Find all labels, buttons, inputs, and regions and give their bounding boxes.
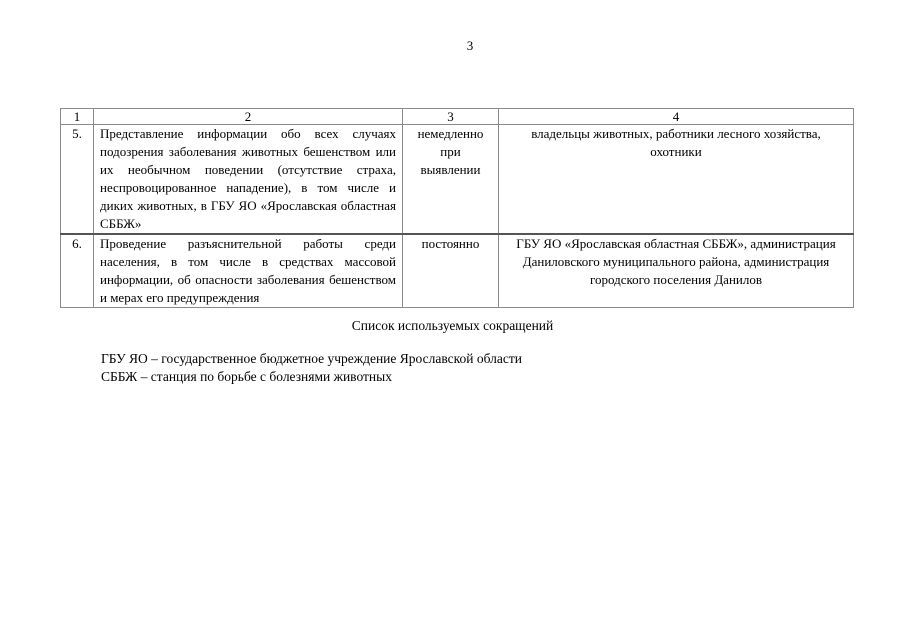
abbreviation-item: СББЖ – станция по борьбе с болезнями животных	[101, 369, 392, 384]
table-row	[61, 125, 854, 235]
abbreviations-list	[101, 350, 522, 386]
row-description: Проведение разъяснительной работы среди населения, в том числе в средствах массовой информации, об опасности заболевания бешенством и мерах его предупреждения	[94, 234, 403, 308]
table-row	[61, 234, 854, 308]
header-col-3: 3	[403, 109, 499, 125]
header-col-4: 4	[499, 109, 854, 125]
row-number: 5.	[61, 125, 94, 235]
row-description: Представление информации обо всех случаях подозрения заболевания животных бешенством или их необычном поведении (отсутствие страха, неспровоцированное нападение), в том числе и диких животных, в ГБУ ЯО «Ярославская областная СББЖ»	[94, 125, 403, 235]
row-number: 6.	[61, 234, 94, 308]
row-responsible: владельцы животных, работники лесного хозяйства, охотники	[499, 125, 854, 235]
table-header-row	[61, 109, 854, 125]
abbreviation-item: ГБУ ЯО – государственное бюджетное учреждение Ярославской области	[101, 351, 522, 366]
header-col-2: 2	[94, 109, 403, 125]
row-term: немедленно при выявлении	[403, 125, 499, 235]
page-number: 3	[466, 38, 474, 53]
row-responsible: ГБУ ЯО «Ярославская областная СББЖ», администрация Даниловского муниципального района, администрация городского поселения Данилов	[499, 234, 854, 308]
header-col-1: 1	[61, 109, 94, 125]
row-term: постоянно	[403, 234, 499, 308]
abbreviations-title: Список используемых сокращений	[351, 318, 554, 333]
measures-table	[60, 108, 854, 308]
